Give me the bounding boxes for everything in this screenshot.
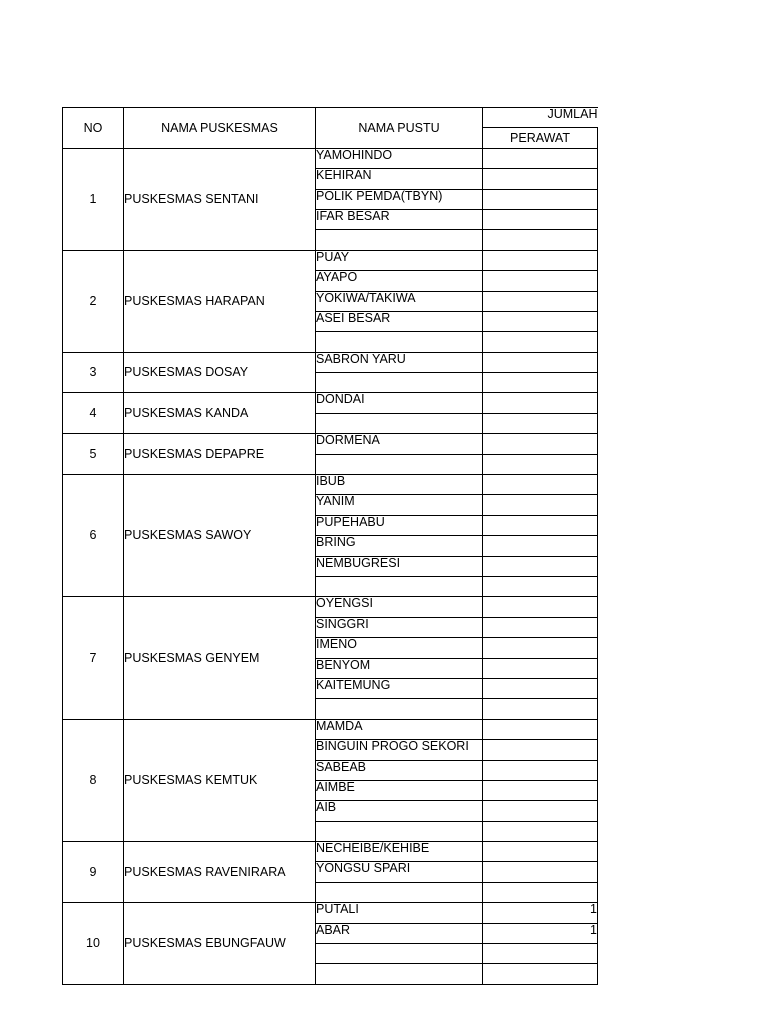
perawat-count [483, 271, 598, 291]
table-row [63, 352, 598, 372]
perawat-count [483, 862, 598, 882]
perawat-count [483, 801, 598, 821]
pustu-name: ABAR [316, 923, 483, 943]
perawat-count [483, 515, 598, 535]
perawat-count: 1 [483, 903, 598, 923]
perawat-count [483, 944, 598, 964]
perawat-count [483, 169, 598, 189]
perawat-count [483, 148, 598, 168]
pustu-name [316, 944, 483, 964]
pustu-name [316, 882, 483, 902]
pustu-name: ASEI BESAR [316, 311, 483, 331]
perawat-count [483, 495, 598, 515]
pustu-name: IBUB [316, 475, 483, 495]
row-number: 4 [63, 393, 124, 434]
perawat-count [483, 780, 598, 800]
perawat-count [483, 699, 598, 719]
pustu-name: MAMDA [316, 719, 483, 739]
table-row [63, 393, 598, 413]
table-row [63, 719, 598, 739]
perawat-count [483, 842, 598, 862]
table-row [63, 148, 598, 168]
pustu-name: PUPEHABU [316, 515, 483, 535]
pustu-name: DONDAI [316, 393, 483, 413]
pustu-name: YONGSU SPARI [316, 862, 483, 882]
perawat-count [483, 434, 598, 454]
pustu-name: POLIK PEMDA(TBYN) [316, 189, 483, 209]
perawat-count [483, 964, 598, 984]
perawat-count [483, 291, 598, 311]
perawat-count [483, 536, 598, 556]
perawat-count [483, 576, 598, 596]
perawat-count [483, 209, 598, 229]
pustu-name: YOKIWA/TAKIWA [316, 291, 483, 311]
row-number: 3 [63, 352, 124, 393]
table-row [63, 434, 598, 454]
puskesmas-name: PUSKESMAS KANDA [124, 393, 316, 434]
puskesmas-name: PUSKESMAS KEMTUK [124, 719, 316, 841]
puskesmas-name: PUSKESMAS RAVENIRARA [124, 842, 316, 903]
puskesmas-name: PUSKESMAS SENTANI [124, 148, 316, 250]
perawat-count [483, 760, 598, 780]
table-row [63, 842, 598, 862]
table-row [63, 597, 598, 617]
pustu-name: KAITEMUNG [316, 678, 483, 698]
pustu-name: PUAY [316, 250, 483, 270]
row-number: 5 [63, 434, 124, 475]
pustu-name: AIMBE [316, 780, 483, 800]
perawat-count [483, 658, 598, 678]
pustu-name: BENYOM [316, 658, 483, 678]
pustu-name: NEMBUGRESI [316, 556, 483, 576]
perawat-count [483, 189, 598, 209]
table-row [63, 903, 598, 923]
table-row [63, 475, 598, 495]
perawat-count [483, 719, 598, 739]
pustu-name: IMENO [316, 638, 483, 658]
perawat-count [483, 413, 598, 433]
perawat-count [483, 250, 598, 270]
pustu-name [316, 454, 483, 474]
pustu-name [316, 964, 483, 984]
perawat-count [483, 597, 598, 617]
pustu-name [316, 230, 483, 250]
pustu-name [316, 332, 483, 352]
perawat-count [483, 373, 598, 393]
pustu-name: YANIM [316, 495, 483, 515]
row-number: 6 [63, 475, 124, 597]
pustu-name: PUTALI [316, 903, 483, 923]
header-row-1 [63, 108, 598, 128]
perawat-count [483, 678, 598, 698]
pustu-name [316, 413, 483, 433]
perawat-count [483, 740, 598, 760]
pustu-name: YAMOHINDO [316, 148, 483, 168]
pustu-name [316, 576, 483, 596]
row-number: 9 [63, 842, 124, 903]
header-jumlah [483, 108, 598, 128]
perawat-count [483, 475, 598, 495]
pustu-name [316, 373, 483, 393]
pustu-name [316, 821, 483, 841]
puskesmas-name: PUSKESMAS HARAPAN [124, 250, 316, 352]
header-nama-pustu: NAMA PUSTU [316, 108, 483, 149]
perawat-count [483, 556, 598, 576]
perawat-count [483, 617, 598, 637]
pustu-name: NECHEIBE/KEHIBE [316, 842, 483, 862]
puskesmas-name: PUSKESMAS SAWOY [124, 475, 316, 597]
pustu-name: BRING [316, 536, 483, 556]
perawat-count [483, 454, 598, 474]
perawat-count [483, 332, 598, 352]
pustu-name [316, 699, 483, 719]
puskesmas-name: PUSKESMAS GENYEM [124, 597, 316, 719]
header-nama-puskesmas: NAMA PUSKESMAS [124, 108, 316, 149]
pustu-name: BINGUIN PROGO SEKORI [316, 740, 483, 760]
row-number: 10 [63, 903, 124, 985]
pustu-name: AYAPO [316, 271, 483, 291]
table-row [63, 250, 598, 270]
pustu-name: IFAR BESAR [316, 209, 483, 229]
pustu-name: DORMENA [316, 434, 483, 454]
pustu-name: SINGGRI [316, 617, 483, 637]
header-no: NO [63, 108, 124, 149]
puskesmas-name: PUSKESMAS DOSAY [124, 352, 316, 393]
puskesmas-name: PUSKESMAS DEPAPRE [124, 434, 316, 475]
pustu-name: SABEAB [316, 760, 483, 780]
row-number: 7 [63, 597, 124, 719]
perawat-count [483, 393, 598, 413]
perawat-count [483, 882, 598, 902]
perawat-count: 1 [483, 923, 598, 943]
perawat-count [483, 311, 598, 331]
puskesmas-table [62, 107, 598, 985]
row-number: 1 [63, 148, 124, 250]
perawat-count [483, 352, 598, 372]
row-number: 8 [63, 719, 124, 841]
pustu-name: KEHIRAN [316, 169, 483, 189]
perawat-count [483, 230, 598, 250]
row-number: 2 [63, 250, 124, 352]
perawat-count [483, 821, 598, 841]
puskesmas-name: PUSKESMAS EBUNGFAUW [124, 903, 316, 985]
pustu-name: SABRON YARU [316, 352, 483, 372]
perawat-count [483, 638, 598, 658]
header-jumlah-text: JUMLAH [547, 107, 598, 121]
pustu-name: AIB [316, 801, 483, 821]
pustu-name: OYENGSI [316, 597, 483, 617]
header-perawat: PERAWAT [483, 128, 598, 148]
